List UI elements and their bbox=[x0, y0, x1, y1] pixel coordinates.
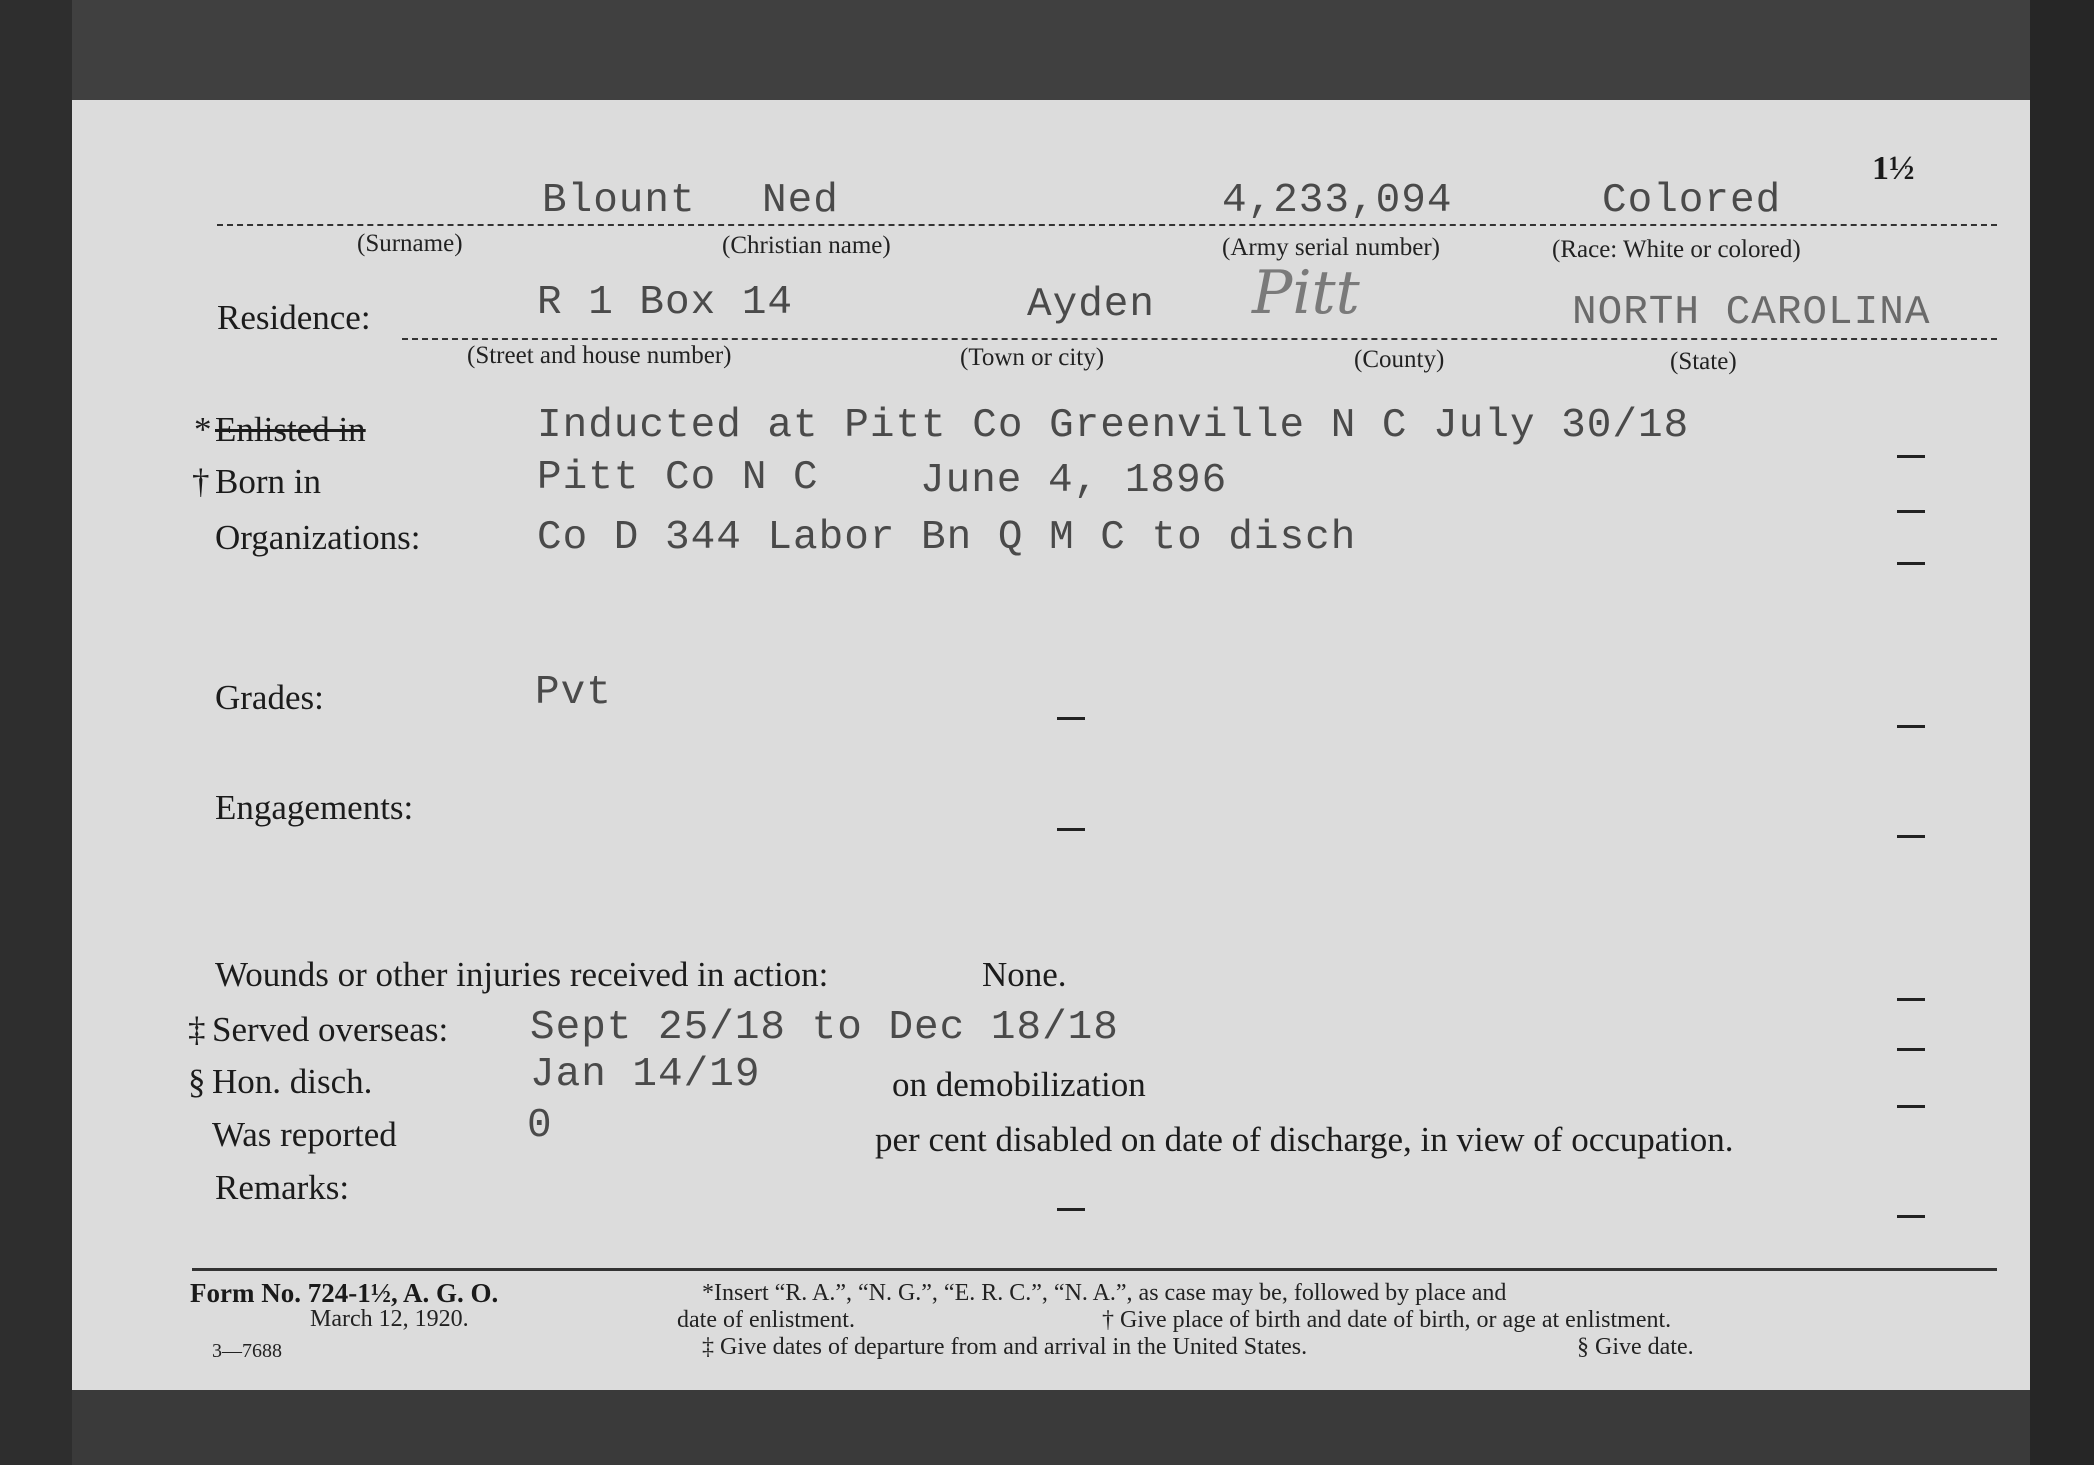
footer-rule bbox=[192, 1268, 1997, 1271]
grades-tick bbox=[1897, 725, 1925, 728]
county-caption: (County) bbox=[1354, 346, 1445, 373]
reported-text: per cent disabled on date of discharge, in view of occupation. bbox=[875, 1120, 1734, 1159]
engagements-mid-tick bbox=[1057, 828, 1085, 831]
surname-caption: (Surname) bbox=[357, 230, 463, 257]
enlisted-tick bbox=[1897, 455, 1925, 458]
christian-name-caption: (Christian name) bbox=[722, 232, 891, 259]
form-date: March 12, 1920. bbox=[310, 1306, 469, 1332]
remarks-label: Remarks: bbox=[215, 1168, 350, 1207]
overseas-mark: ‡ bbox=[188, 1010, 206, 1049]
street-caption: (Street and house number) bbox=[467, 342, 732, 369]
enlisted-star: * bbox=[194, 410, 212, 449]
residence-label: Residence: bbox=[217, 298, 371, 337]
remarks-mid-tick bbox=[1057, 1208, 1085, 1211]
reported-value: 0 bbox=[527, 1103, 553, 1149]
scan-background-left bbox=[0, 0, 72, 1465]
draft-record-card bbox=[72, 100, 2030, 1390]
state-caption: (State) bbox=[1670, 348, 1737, 375]
discharge-label: Hon. disch. bbox=[212, 1062, 373, 1101]
born-label: Born in bbox=[215, 462, 321, 501]
footnote-insert-cont: date of enlistment. bbox=[677, 1307, 855, 1333]
wounds-value: None. bbox=[982, 955, 1067, 994]
state-value: NORTH CAROLINA bbox=[1572, 290, 1931, 336]
scan-background-top bbox=[0, 0, 2094, 100]
organizations-label: Organizations: bbox=[215, 518, 421, 557]
footnote-discharge: § Give date. bbox=[1577, 1334, 1694, 1360]
grades-label: Grades: bbox=[215, 678, 324, 717]
overseas-label: Served overseas: bbox=[212, 1010, 449, 1049]
discharge-reason: on demobilization bbox=[892, 1065, 1146, 1104]
discharge-value: Jan 14/19 bbox=[530, 1052, 761, 1098]
print-code: 3—7688 bbox=[212, 1340, 282, 1362]
born-date-value: June 4, 1896 bbox=[920, 458, 1228, 504]
scan-background-right bbox=[2030, 0, 2094, 1465]
born-dagger: † bbox=[192, 462, 210, 501]
engagements-tick bbox=[1897, 835, 1925, 838]
footnote-insert: *Insert “R. A.”, “N. G.”, “E. R. C.”, “N. A.”, as case may be, followed by place and bbox=[702, 1280, 1507, 1306]
fraction-mark: 1½ bbox=[1872, 150, 1915, 187]
town-value: Ayden bbox=[1027, 282, 1156, 328]
enlisted-label: Enlisted in bbox=[215, 410, 366, 449]
race-caption: (Race: White or colored) bbox=[1552, 236, 1801, 263]
residence-row-line bbox=[402, 338, 1997, 340]
organizations-tick bbox=[1897, 562, 1925, 565]
serial-number-value: 4,233,094 bbox=[1222, 178, 1453, 224]
organizations-value: Co D 344 Labor Bn Q M C to disch bbox=[537, 515, 1357, 561]
wounds-label: Wounds or other injuries received in action: bbox=[215, 955, 829, 994]
surname-value: Blount bbox=[542, 178, 696, 224]
street-value: R 1 Box 14 bbox=[537, 280, 794, 326]
engagements-label: Engagements: bbox=[215, 788, 414, 827]
form-number: Form No. 724-1½, A. G. O. bbox=[190, 1278, 499, 1308]
footnote-overseas: ‡ Give dates of departure from and arrival in the United States. bbox=[702, 1334, 1308, 1360]
remarks-tick bbox=[1897, 1215, 1925, 1218]
town-caption: (Town or city) bbox=[960, 344, 1105, 371]
reported-label: Was reported bbox=[212, 1115, 397, 1154]
overseas-value: Sept 25/18 to Dec 18/18 bbox=[530, 1005, 1119, 1051]
grades-mid-tick bbox=[1057, 717, 1085, 720]
footnote-birth: † Give place of birth and date of birth, or age at enlistment. bbox=[1102, 1307, 1672, 1333]
county-value: Pitt bbox=[1252, 258, 1360, 328]
wounds-tick bbox=[1897, 998, 1925, 1001]
serial-number-caption: (Army serial number) bbox=[1222, 234, 1440, 261]
discharge-tick bbox=[1897, 1105, 1925, 1108]
born-place-value: Pitt Co N C bbox=[537, 455, 819, 501]
enlisted-value: Inducted at Pitt Co Greenville N C July 30/18 bbox=[537, 403, 1690, 449]
born-tick bbox=[1897, 510, 1925, 513]
race-value: Colored bbox=[1602, 178, 1782, 224]
name-row-line bbox=[217, 224, 1997, 226]
overseas-tick bbox=[1897, 1048, 1925, 1051]
grades-value: Pvt bbox=[535, 670, 612, 716]
christian-name-value: Ned bbox=[762, 178, 839, 224]
discharge-mark: § bbox=[188, 1062, 206, 1101]
